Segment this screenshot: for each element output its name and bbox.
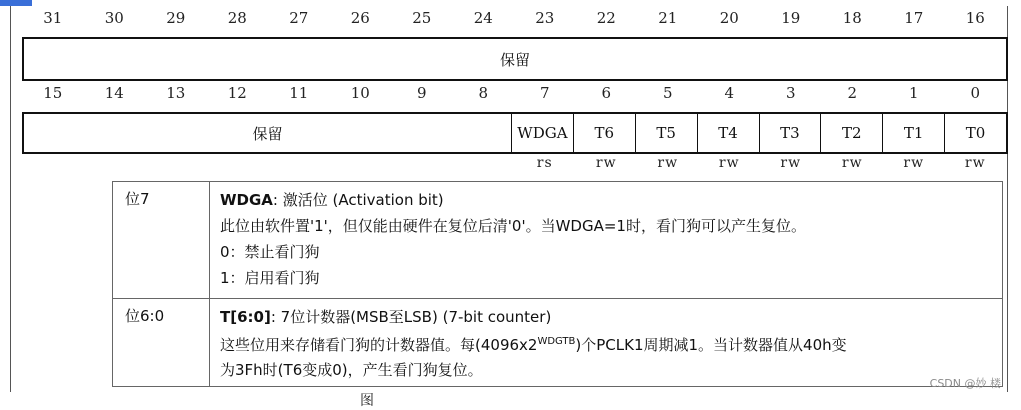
field-wdga: WDGA xyxy=(511,114,573,152)
bit7-line1: 此位由软件置'1'，但仅能由硬件在复位后清'0'。当WDGA=1时，看门狗可以产生复位。 xyxy=(220,217,806,235)
bit-number: 7 xyxy=(539,84,550,102)
bit6-0-description xyxy=(210,299,1002,386)
bit-number: 17 xyxy=(904,9,924,27)
bit-number: 18 xyxy=(842,9,862,27)
field-t0: T0 xyxy=(944,114,1006,152)
field-t1: T1 xyxy=(882,114,944,152)
access-type: rs xyxy=(536,155,553,171)
access-type: rw xyxy=(780,155,802,171)
bit7-title: : 激活位 (Activation bit) xyxy=(272,191,444,209)
bit-numbers-low xyxy=(22,84,1006,102)
bit7-description xyxy=(210,182,1002,299)
register-row-high xyxy=(22,37,1008,81)
bit-number: 26 xyxy=(350,9,370,27)
field-t5: T5 xyxy=(635,114,697,152)
access-type: rw xyxy=(903,155,925,171)
field-t6: T6 xyxy=(573,114,635,152)
bit-number: 27 xyxy=(289,9,309,27)
bit-number: 14 xyxy=(104,84,124,102)
bit-number: 21 xyxy=(658,9,678,27)
bit-number: 5 xyxy=(662,84,673,102)
access-type: rw xyxy=(964,155,986,171)
bit-number: 31 xyxy=(43,9,63,27)
bit6-0-line2: 为3Fh时(T6变成0)，产生看门狗复位。 xyxy=(220,361,483,379)
bit7-line2: 0：禁止看门狗 xyxy=(220,243,320,261)
bit-number: 15 xyxy=(43,84,63,102)
bit-number: 6 xyxy=(601,84,612,102)
access-type: rw xyxy=(657,155,679,171)
register-row-low xyxy=(22,112,1008,154)
bit-number: 10 xyxy=(350,84,370,102)
bit-number: 4 xyxy=(724,84,735,102)
bit6-0-name: T[6:0] xyxy=(220,308,271,326)
watermark: CSDN @妙 楼 xyxy=(929,377,1001,390)
bit6-0-line1b: )个PCLK1周期减1。当计数器值从40h变 xyxy=(575,336,847,354)
bit-number: 0 xyxy=(970,84,981,102)
access-type: rw xyxy=(841,155,863,171)
bit-description-table xyxy=(112,181,1003,387)
bit-number: 30 xyxy=(104,9,124,27)
bit-number: 24 xyxy=(473,9,493,27)
bit-number: 19 xyxy=(781,9,801,27)
field-t4: T4 xyxy=(697,114,759,152)
bit6-0-sup: WDGTB xyxy=(537,336,576,347)
bit-number: 1 xyxy=(908,84,919,102)
bit-number: 16 xyxy=(965,9,985,27)
bit-number: 8 xyxy=(478,84,489,102)
bit-numbers-high xyxy=(22,9,1006,27)
bit-number: 12 xyxy=(227,84,247,102)
bit6-0-line1a: 这些位用来存储看门狗的计数器值。每(4096x2 xyxy=(220,336,538,354)
field-t3: T3 xyxy=(759,114,821,152)
field-t2: T2 xyxy=(820,114,882,152)
bit-number: 13 xyxy=(166,84,186,102)
bit7-line3: 1：启用看门狗 xyxy=(220,269,320,287)
access-type: rw xyxy=(595,155,617,171)
bit6-0-title: : 7位计数器(MSB至LSB) (7-bit counter) xyxy=(270,308,552,326)
reserved-field-high: 保留 xyxy=(499,50,530,69)
bit-number: 29 xyxy=(166,9,186,27)
bit-number: 9 xyxy=(416,84,427,102)
bit7-label: 位7 xyxy=(113,182,210,299)
bit-number: 20 xyxy=(719,9,739,27)
bit-number: 28 xyxy=(227,9,247,27)
access-type: rw xyxy=(718,155,740,171)
bit-number: 3 xyxy=(785,84,796,102)
bit6-0-label: 位6:0 xyxy=(113,299,210,386)
figure-caption: 图 xyxy=(360,393,374,409)
bit-number: 25 xyxy=(412,9,432,27)
reserved-field-low: 保留 xyxy=(252,124,283,143)
bit-number: 22 xyxy=(596,9,616,27)
bit-number: 2 xyxy=(847,84,858,102)
bit7-name: WDGA xyxy=(220,191,273,209)
bit-number: 23 xyxy=(535,9,555,27)
bit-number: 11 xyxy=(289,84,309,102)
access-row xyxy=(22,155,1006,171)
